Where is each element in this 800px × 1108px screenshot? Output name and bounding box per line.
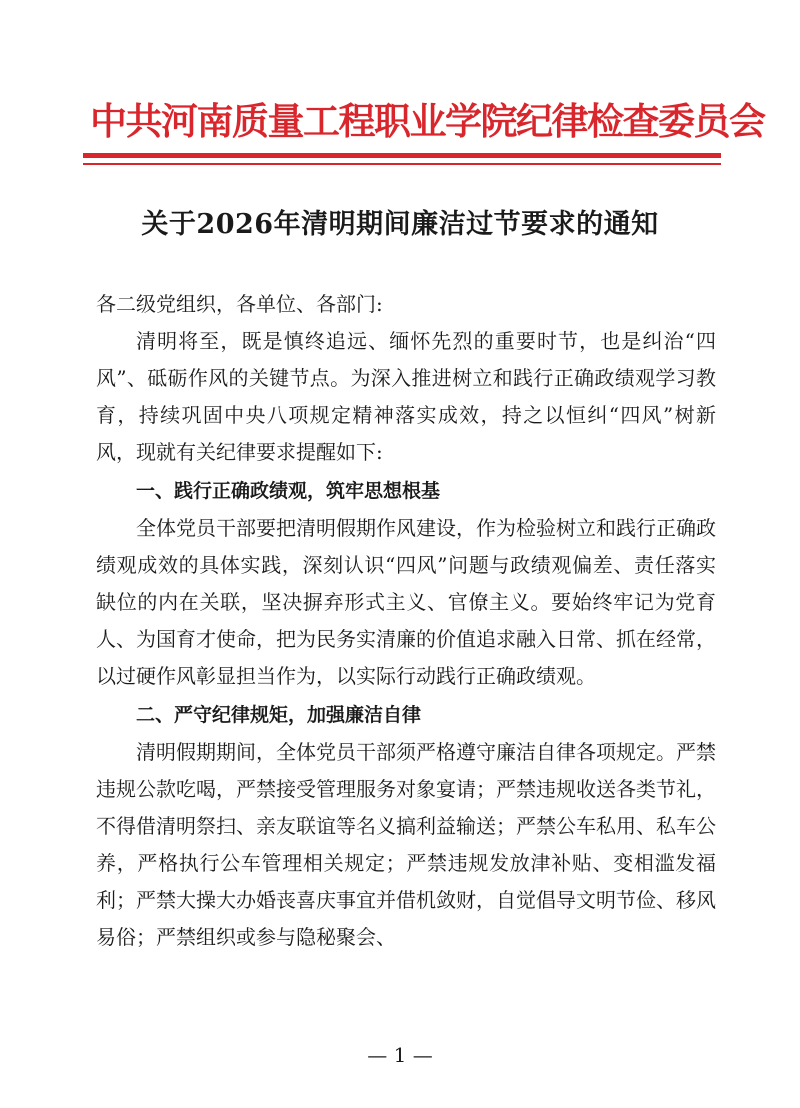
masthead-title: 中共河南质量工程职业学院纪律检查委员会 [90,99,765,143]
section-heading-2: 二、严守纪律规矩，加强廉洁自律 [136,704,422,726]
salutation: 各二级党组织，各单位、各部门: [96,292,383,316]
section-paragraph-1: 全体党员干部要把清明假期作风建设，作为检验树立和践行正确政绩观成效的具体实践，深刻认识“四风”问题与政绩观偏差、责任落实缺位的内在关联，坚决摒弃形式主义、官僚主义。要始终牢记为党育人、为国育才使命，把为民务实清廉的价值追求融入日常、抓在经常，以过硬作风彰显担当作为，以实际行动践行正确政绩观。 [96,516,716,688]
document-body [96,286,716,956]
masthead-rule-thick [83,153,721,158]
document-title: 关于2026年清明期间廉洁过节要求的通知 [141,209,659,240]
section-paragraph-2: 清明假期期间，全体党员干部须严格遵守廉洁自律各项规定。严禁违规公款吃喝，严禁接受管理服务对象宴请；严禁违规收送各类节礼，不得借清明祭扫、亲友联谊等名义搞利益输送；严禁公车私用、私车公养，严格执行公车管理相关规定；严禁违规发放津补贴、变相滥发福利；严禁大操大办婚丧喜庆事宜并借机敛财，自觉倡导文明节俭、移风易俗；严禁组织或参与隐秘聚会、 [96,740,716,949]
masthead-rule-thin [83,163,721,165]
page-number: — 1 — [367,1043,433,1067]
intro-paragraph: 清明将至，既是慎终追远、缅怀先烈的重要时节，也是纠治“四风”、砥砺作风的关键节点。为深入推进树立和践行正确政绩观学习教育，持续巩固中央八项规定精神落实成效，持之以恒纠“四风”树新风，现就有关纪律要求提醒如下: [96,329,716,464]
section-heading-1: 一、践行正确政绩观，筑牢思想根基 [136,480,441,502]
